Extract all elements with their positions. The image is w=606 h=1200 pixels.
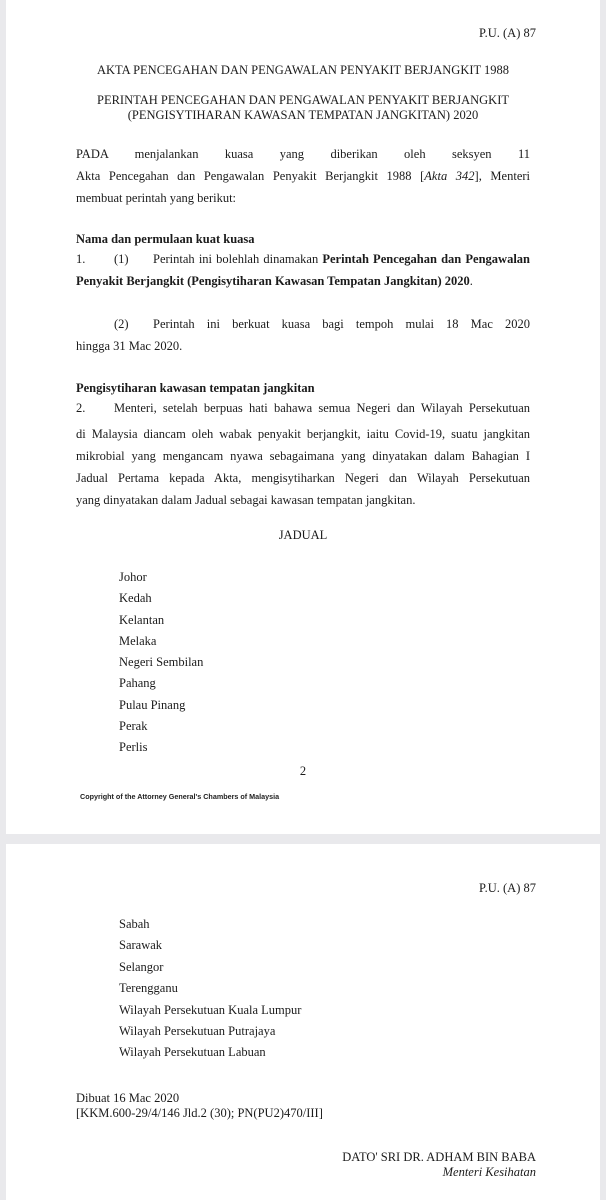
subsection-2-line-2: hingga 31 Mac 2020.	[76, 339, 183, 353]
section-2-line-1: Menteri, setelah berpuas hati bahawa semua Negeri dan Wilayah Persekutuan	[114, 401, 530, 415]
order-title-line-1: PERINTAH PENCEGAHAN DAN PENGAWALAN PENYAKIT BERJANGKIT	[97, 93, 509, 107]
subsection-1-line-1	[153, 252, 530, 267]
state-item: Sarawak	[119, 938, 163, 953]
schedule-title: JADUAL	[278, 528, 328, 542]
document-page-2	[6, 844, 600, 1200]
subsection-2-number: (2)	[114, 317, 129, 331]
state-item: Johor	[119, 570, 147, 584]
section-2-line-4: Jadual Pertama kepada Akta, mengisytiharkan Negeri dan Wilayah Persekutuan	[76, 471, 530, 485]
state-item: Sabah	[119, 917, 150, 931]
state-item: Pulau Pinang	[119, 697, 186, 712]
subsection-1-line-2	[76, 274, 473, 289]
section-2-line-3: mikrobial yang mengancam nyawa sebagaimana yang dinyatakan dalam Bahagian I	[76, 449, 530, 463]
state-item: Terengganu	[119, 981, 178, 996]
act-number: Akta 342	[424, 169, 475, 183]
signatory-name: DATO' SRI DR. ADHAM BIN BABA	[342, 1150, 536, 1164]
section-1-number: 1.	[76, 252, 86, 266]
signatory-title: Menteri Kesihatan	[442, 1165, 536, 1179]
preamble-line-3: membuat perintah yang berikut:	[76, 191, 237, 205]
preamble-line-2	[76, 165, 530, 187]
subsection-1-text: Perintah ini bolehlah dinamakan	[153, 252, 323, 266]
document-page-1	[6, 0, 600, 834]
state-item: Wilayah Persekutuan Labuan	[119, 1045, 266, 1060]
order-title-line-2: (PENGISYTIHARAN KAWASAN TEMPATAN JANGKITAN) 2020	[127, 108, 479, 122]
preamble-text-end: ], Menteri	[474, 169, 530, 183]
subsection-1-number: (1)	[114, 252, 129, 266]
state-item: Selangor	[119, 959, 164, 974]
state-item: Wilayah Persekutuan Putrajaya	[119, 1023, 276, 1038]
preamble-text: Akta Pencegahan dan Pengawalan Penyakit Berjangkit 1988 [	[76, 169, 425, 183]
state-item: Melaka	[119, 633, 157, 648]
reference-number: [KKM.600-29/4/146 Jld.2 (30); PN(PU2)470/III]	[76, 1106, 323, 1120]
subsection-1-end: .	[469, 274, 473, 288]
section-2-body	[76, 423, 530, 511]
state-item: Wilayah Persekutuan Kuala Lumpur	[119, 1002, 302, 1017]
made-date: Dibuat 16 Mac 2020	[76, 1091, 180, 1105]
section-2-line-2: di Malaysia diancam oleh wabak penyakit berjangkit, iaitu Covid-19, suatu jangkitan	[76, 427, 530, 441]
preamble-line-1: PADA menjalankan kuasa yang diberikan oleh seksyen 11	[76, 147, 530, 161]
pu-number: P.U. (A) 87	[479, 26, 536, 40]
section-2-heading: Pengisytiharan kawasan tempatan jangkitan	[76, 381, 315, 395]
state-item: Perak	[119, 719, 148, 734]
schedule-state-list-continued	[119, 914, 301, 1064]
state-item: Kedah	[119, 591, 152, 606]
state-item: Kelantan	[119, 612, 165, 627]
act-title: AKTA PENCEGAHAN DAN PENGAWALAN PENYAKIT BERJANGKIT 1988	[96, 63, 510, 77]
subsection-2-line-1: Perintah ini berkuat kuasa bagi tempoh mulai 18 Mac 2020	[153, 317, 530, 331]
state-item: Negeri Sembilan	[119, 655, 204, 670]
state-item: Pahang	[119, 676, 156, 691]
order-name-bold-a: Perintah Pencegahan dan Pengawalan	[322, 252, 530, 266]
section-2-line-5: yang dinyatakan dalam Jadual sebagai kawasan tempatan jangkitan.	[76, 493, 416, 507]
preamble	[76, 143, 530, 209]
section-2-number: 2.	[76, 401, 86, 415]
page-number: 2	[299, 764, 307, 778]
schedule-state-list	[119, 567, 203, 759]
pu-number: P.U. (A) 87	[479, 881, 536, 895]
section-1-heading: Nama dan permulaan kuat kuasa	[76, 232, 255, 246]
copyright-notice: Copyright of the Attorney General's Chambers of Malaysia	[80, 792, 280, 801]
state-item: Perlis	[119, 740, 148, 755]
order-name-bold-b: Penyakit Berjangkit (Pengisytiharan Kawasan Tempatan Jangkitan) 2020	[76, 274, 470, 288]
